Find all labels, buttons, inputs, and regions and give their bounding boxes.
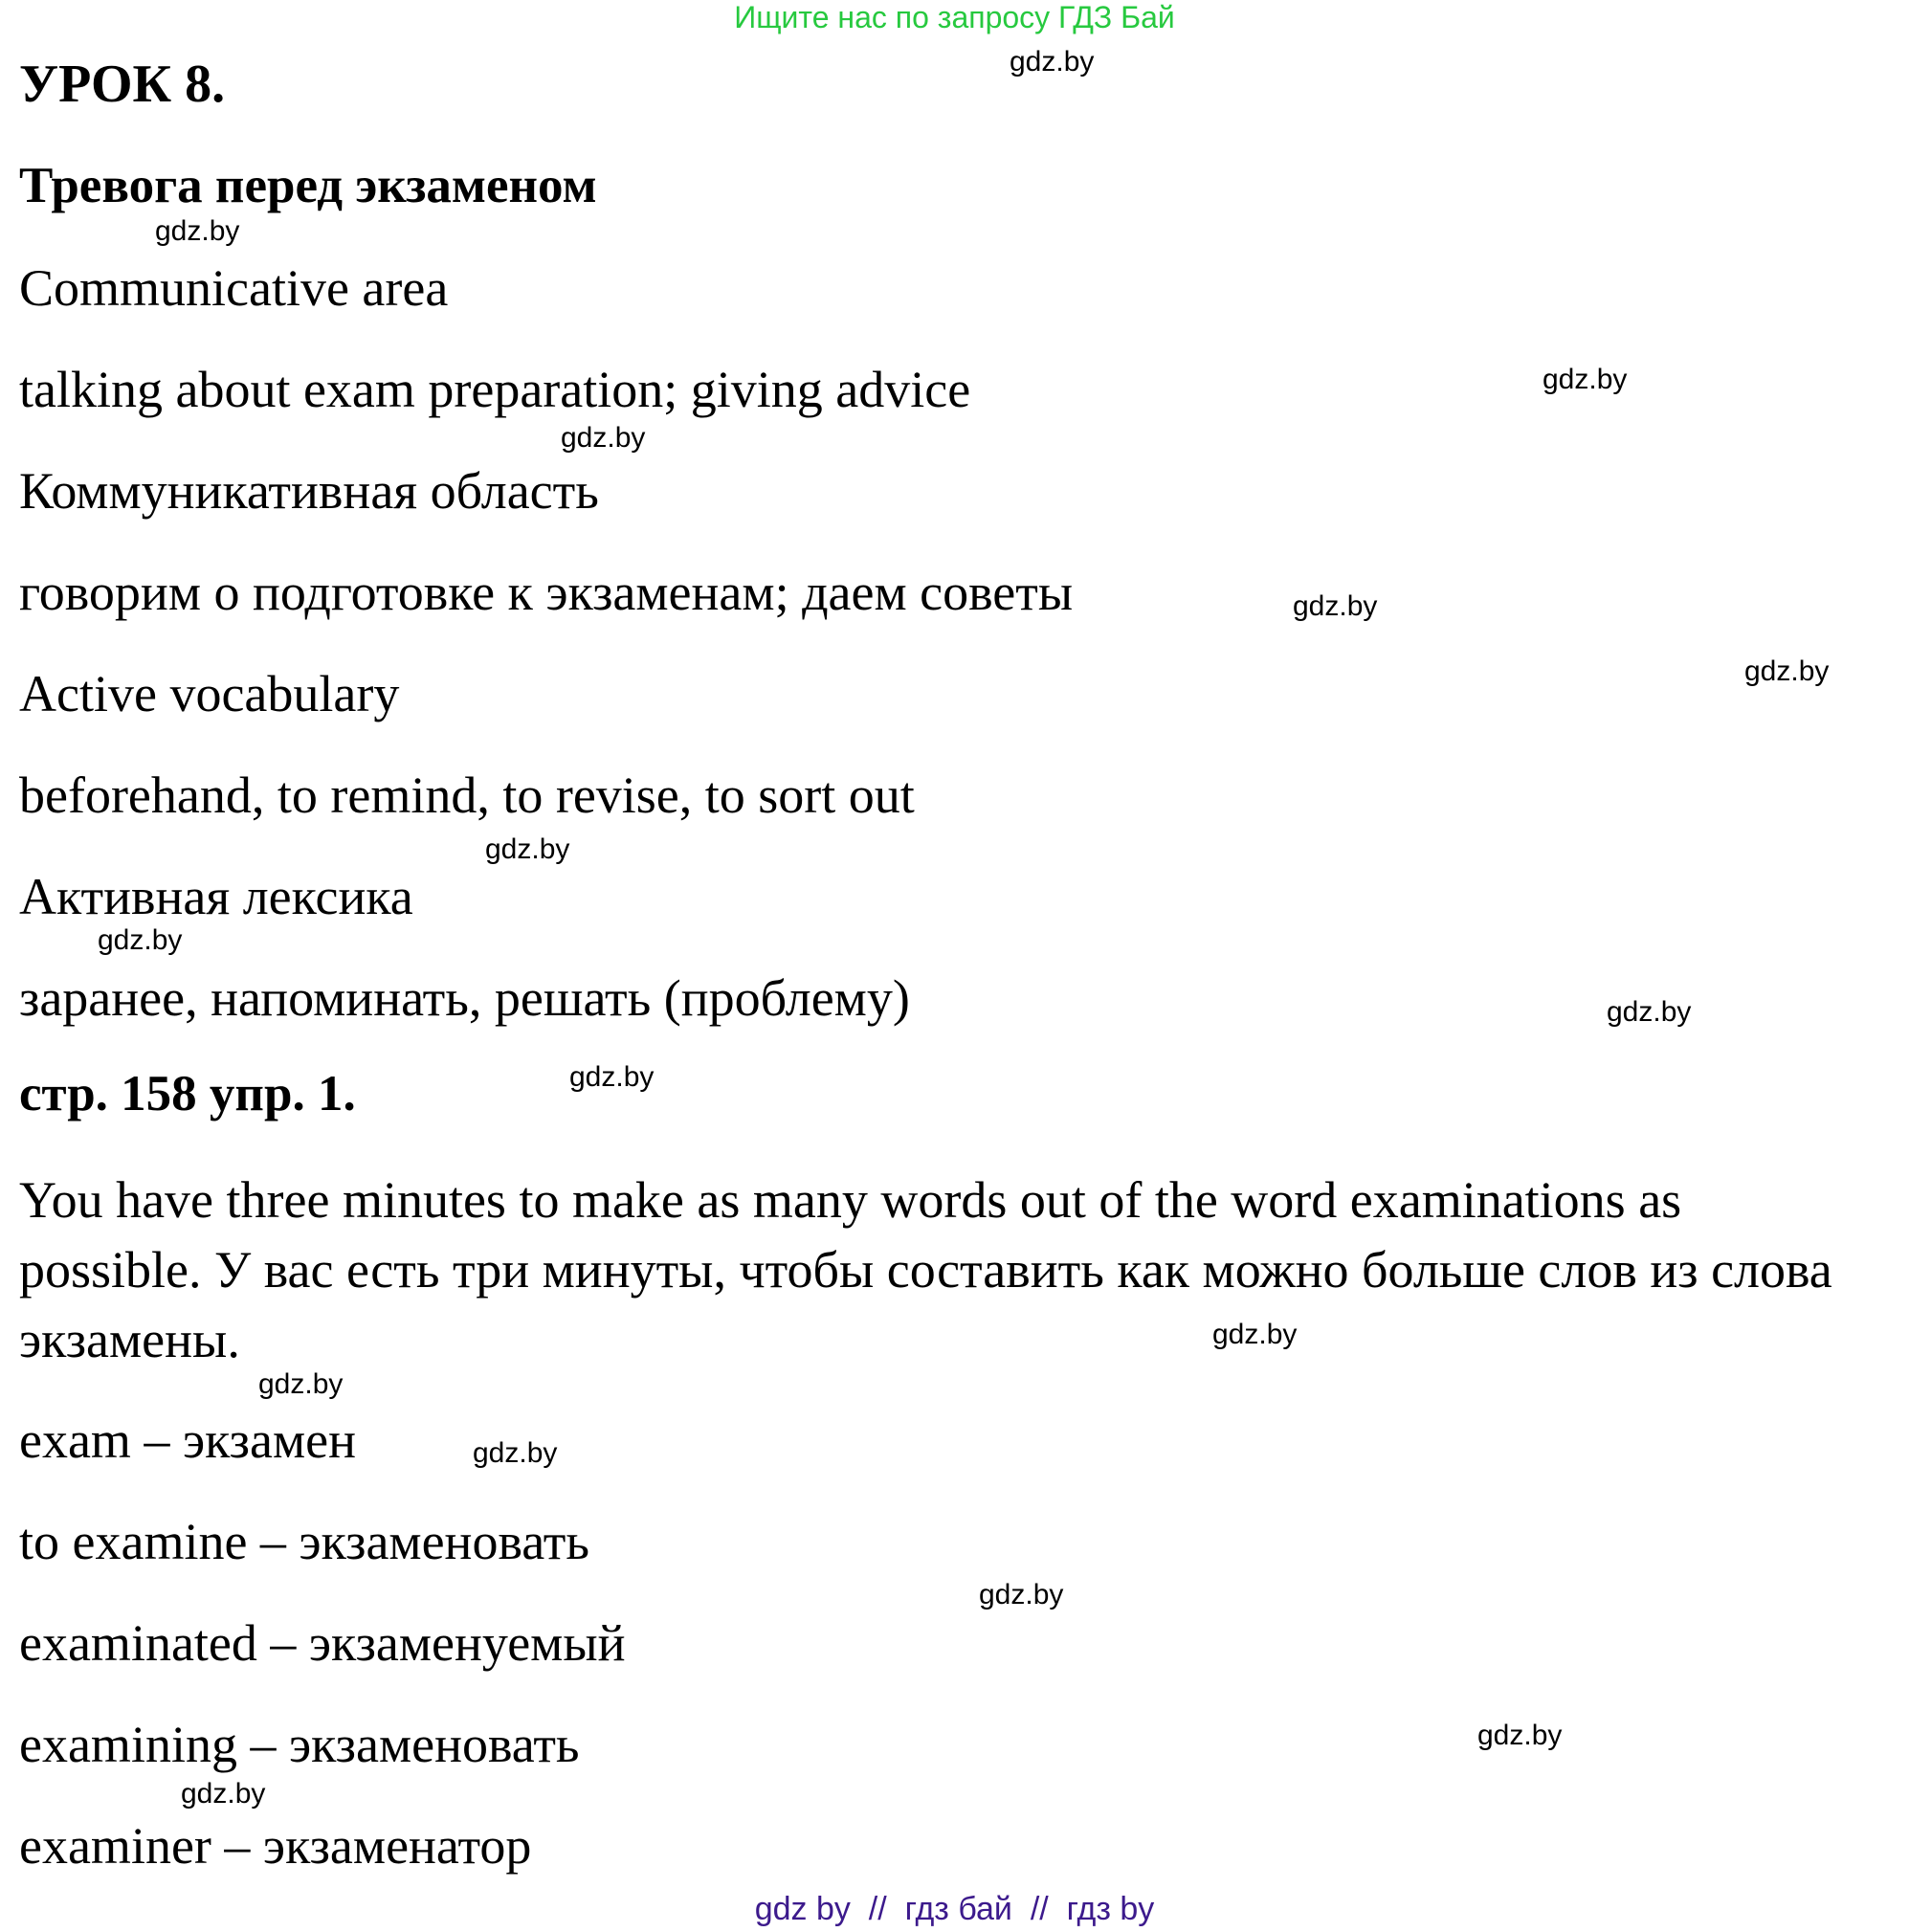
section-text-active-vocabulary-ru: заранее, напоминать, решать (проблему) (19, 969, 910, 1027)
top-banner: Ищите нас по запросу ГДЗ Бай (734, 0, 1175, 34)
watermark: gdz.by (561, 422, 646, 454)
watermark: gdz.by (1212, 1319, 1298, 1350)
word-item: examiner – экзаменатор (19, 1817, 532, 1875)
section-heading-active-vocabulary-ru: Активная лексика (19, 868, 413, 925)
watermark: gdz.by (1293, 590, 1378, 622)
footer-link-gdz-by[interactable]: gdz by (754, 1891, 851, 1927)
watermark: gdz.by (181, 1778, 266, 1810)
watermark: gdz.by (979, 1579, 1064, 1610)
word-item: exam – экзамен (19, 1411, 356, 1469)
watermark: gdz.by (1607, 996, 1692, 1028)
section-heading-communicative-area: Communicative area (19, 259, 449, 317)
section-text-communicative-area-ru: говорим о подготовке к экзаменам; даем советы (19, 564, 1074, 621)
watermark: gdz.by (473, 1437, 558, 1469)
exercise-text: You have three minutes to make as many words out of the word examinations as possible. У вас есть три минуты, чтобы составить как можно больше слов из слова экзамены. (19, 1171, 1832, 1368)
section-heading-communicative-area-ru: Коммуникативная область (19, 462, 599, 520)
word-item: to examine – экзаменовать (19, 1513, 590, 1570)
footer-link-gdz-by-ru[interactable]: гдз by (1066, 1891, 1155, 1927)
word-item: examinated – экзаменуемый (19, 1614, 626, 1672)
lesson-title: УРОК 8. (19, 55, 226, 114)
watermark: gdz.by (98, 924, 183, 956)
watermark: gdz.by (485, 833, 570, 865)
watermark: gdz.by (1010, 46, 1095, 78)
lesson-subtitle: Тревога перед экзаменом (19, 158, 597, 213)
watermark: gdz.by (258, 1368, 344, 1400)
watermark: gdz.by (1744, 655, 1830, 687)
footer-links (0, 1890, 1909, 1928)
exercise-heading: стр. 158 упр. 1. (19, 1066, 356, 1121)
watermark: gdz.by (155, 215, 240, 247)
watermark: gdz.by (569, 1061, 655, 1093)
section-text-active-vocabulary: beforehand, to remind, to revise, to sort out (19, 766, 915, 824)
footer-separator: // (850, 1891, 905, 1927)
section-heading-active-vocabulary: Active vocabulary (19, 665, 400, 722)
footer-link-gdz-bai[interactable]: гдз бай (904, 1891, 1012, 1927)
word-item: examining – экзаменовать (19, 1716, 580, 1773)
watermark: gdz.by (1477, 1720, 1563, 1751)
watermark: gdz.by (1543, 364, 1628, 395)
footer-separator: // (1011, 1891, 1067, 1927)
section-text-communicative-area: talking about exam preparation; giving advice (19, 361, 971, 418)
